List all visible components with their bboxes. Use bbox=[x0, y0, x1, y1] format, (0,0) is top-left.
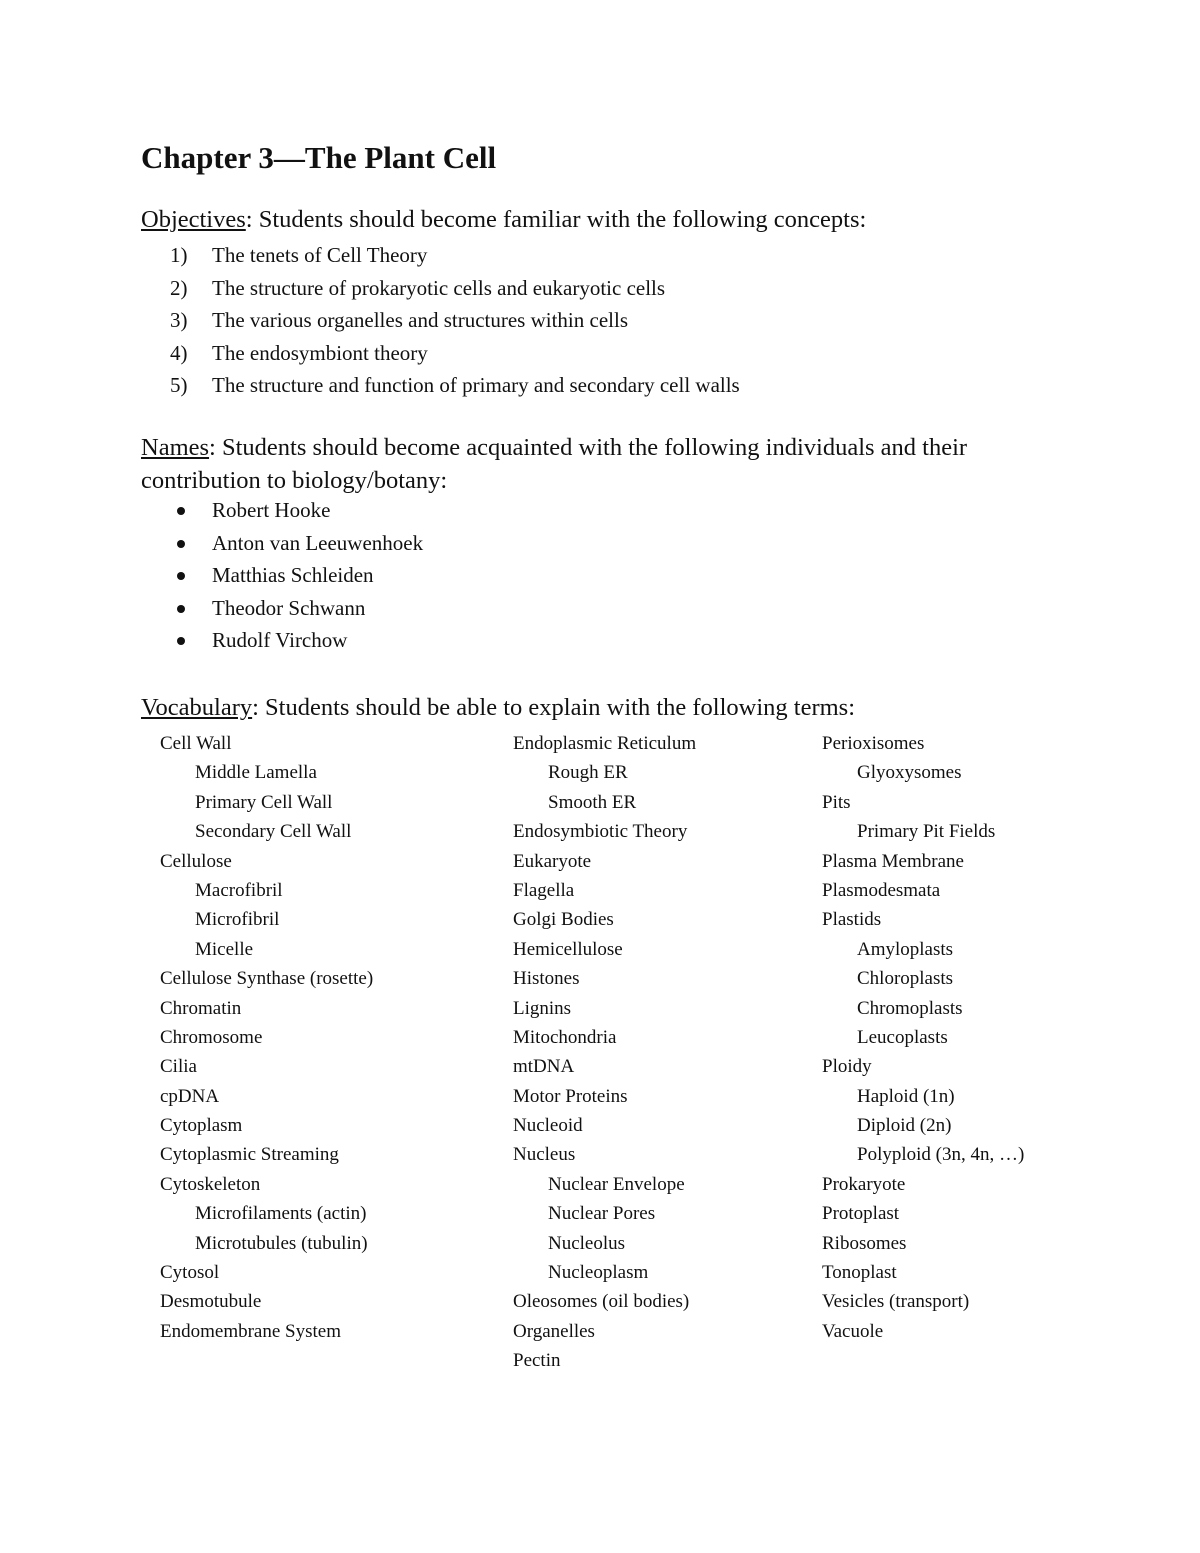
vocabulary-subterm: Amyloplasts bbox=[857, 938, 954, 960]
objective-text: The tenets of Cell Theory bbox=[212, 243, 428, 267]
vocabulary-term: Chromatin bbox=[160, 997, 242, 1019]
vocabulary-term: Tonoplast bbox=[822, 1262, 897, 1284]
vocabulary-term: Nucleus bbox=[513, 1144, 576, 1166]
vocabulary-term: Ploidy bbox=[822, 1056, 872, 1078]
vocabulary-subterm: Nuclear Pores bbox=[548, 1203, 656, 1225]
vocabulary-subterm: Nucleoplasm bbox=[548, 1262, 649, 1284]
vocabulary-subterm: Micelle bbox=[195, 938, 254, 960]
names-list bbox=[170, 494, 423, 657]
vocabulary-term: Vesicles (transport) bbox=[822, 1291, 970, 1313]
vocabulary-subterm: Haploid (1n) bbox=[857, 1085, 955, 1107]
objective-number: 2) bbox=[170, 275, 188, 300]
objective-text: The endosymbiont theory bbox=[212, 340, 428, 365]
name-text: Theodor Schwann bbox=[212, 595, 366, 620]
objective-text: The structure of prokaryotic cells and eukaryotic cells bbox=[212, 275, 666, 300]
name-item bbox=[170, 624, 423, 657]
vocabulary-term: Cytoplasmic Streaming bbox=[160, 1144, 339, 1166]
vocabulary-subterm: Leucoplasts bbox=[857, 1026, 948, 1048]
vocabulary-term: Hemicellulose bbox=[513, 938, 623, 960]
objective-text: The structure and function of primary and secondary cell walls bbox=[212, 373, 740, 397]
vocabulary-column-3 bbox=[822, 729, 1024, 1346]
vocabulary-subterm: Microfibril bbox=[195, 909, 280, 931]
bullet-icon bbox=[170, 624, 212, 657]
vocabulary-term: mtDNA bbox=[513, 1056, 575, 1078]
vocabulary-term: Golgi Bodies bbox=[513, 909, 614, 931]
objective-item bbox=[170, 337, 740, 370]
vocabulary-term: Histones bbox=[513, 968, 580, 990]
vocabulary-subterm: Middle Lamella bbox=[195, 762, 317, 784]
objective-item bbox=[170, 239, 740, 272]
vocabulary-term: Plasma Membrane bbox=[822, 850, 964, 872]
vocabulary-subterm: Glyoxysomes bbox=[857, 762, 962, 784]
page-title: Chapter 3—The Plant Cell bbox=[141, 140, 497, 175]
vocabulary-term: Cell Wall bbox=[160, 733, 232, 754]
vocabulary-term: Protoplast bbox=[822, 1203, 900, 1225]
vocabulary-column-1 bbox=[160, 729, 373, 1346]
vocabulary-term: Motor Proteins bbox=[513, 1085, 628, 1107]
name-item bbox=[170, 559, 423, 592]
vocabulary-term: Endosymbiotic Theory bbox=[513, 821, 688, 843]
vocabulary-term: Vacuole bbox=[822, 1320, 884, 1342]
vocabulary-intro: : Students should be able to explain with the following terms: bbox=[252, 694, 856, 721]
vocabulary-subterm: Diploid (2n) bbox=[857, 1115, 952, 1137]
vocabulary-term: Oleosomes (oil bodies) bbox=[513, 1291, 690, 1313]
vocabulary-subterm: Polyploid (3n, 4n, …) bbox=[857, 1144, 1025, 1166]
objective-text: The various organelles and structures within cells bbox=[212, 308, 629, 332]
objective-item bbox=[170, 369, 740, 402]
objectives-heading bbox=[141, 203, 1041, 236]
vocabulary-subterm: Microfilaments (actin) bbox=[195, 1203, 367, 1225]
vocabulary-term: cpDNA bbox=[160, 1085, 220, 1107]
vocabulary-term: Organelles bbox=[513, 1320, 595, 1342]
vocabulary-term: Mitochondria bbox=[513, 1026, 617, 1048]
vocabulary-heading bbox=[141, 691, 1041, 724]
vocabulary-term: Endomembrane System bbox=[160, 1320, 341, 1342]
vocabulary-subterm: Nuclear Envelope bbox=[548, 1173, 685, 1195]
vocabulary-term: Pits bbox=[822, 791, 851, 813]
objectives-list bbox=[170, 239, 740, 402]
vocabulary-subterm: Nucleolus bbox=[548, 1232, 626, 1254]
vocabulary-subterm: Macrofibril bbox=[195, 879, 283, 901]
bullet-icon bbox=[170, 527, 212, 560]
vocabulary-term: Flagella bbox=[513, 879, 575, 901]
objective-item bbox=[170, 272, 740, 305]
name-item bbox=[170, 527, 423, 560]
name-text: Matthias Schleiden bbox=[212, 563, 374, 587]
vocabulary-subterm: Rough ER bbox=[548, 762, 628, 784]
vocabulary-term: Nucleoid bbox=[513, 1115, 583, 1137]
vocabulary-term: Cytoskeleton bbox=[160, 1173, 261, 1195]
vocabulary-term: Ribosomes bbox=[822, 1232, 907, 1254]
vocabulary-term: Perioxisomes bbox=[822, 733, 925, 754]
vocabulary-subterm: Secondary Cell Wall bbox=[195, 821, 352, 843]
names-label: Names bbox=[141, 434, 210, 461]
vocabulary-term: Lignins bbox=[513, 997, 572, 1019]
vocabulary-subterm: Chromoplasts bbox=[857, 997, 963, 1019]
bullet-icon bbox=[170, 494, 212, 527]
objective-number: 5) bbox=[170, 373, 188, 397]
objectives-intro: : Students should become familiar with the following concepts: bbox=[245, 206, 867, 233]
vocabulary-term: Desmotubule bbox=[160, 1291, 262, 1313]
vocabulary-subterm: Chloroplasts bbox=[857, 968, 954, 990]
vocabulary-term: Endoplasmic Reticulum bbox=[513, 733, 697, 754]
bullet-icon bbox=[170, 559, 212, 592]
name-text: Robert Hooke bbox=[212, 498, 331, 522]
vocabulary-subterm: Primary Cell Wall bbox=[195, 791, 333, 813]
vocabulary-term: Pectin bbox=[513, 1350, 561, 1372]
vocabulary-subterm: Microtubules (tubulin) bbox=[195, 1232, 368, 1254]
objective-item bbox=[170, 304, 740, 337]
names-heading bbox=[141, 431, 1041, 497]
vocabulary-term: Cellulose bbox=[160, 850, 232, 872]
bullet-icon bbox=[170, 592, 212, 625]
vocabulary-term: Chromosome bbox=[160, 1026, 263, 1048]
vocabulary-term: Plastids bbox=[822, 909, 882, 931]
vocabulary-column-2 bbox=[513, 729, 696, 1376]
vocabulary-term: Cilia bbox=[160, 1056, 197, 1078]
name-text: Anton van Leeuwenhoek bbox=[212, 530, 424, 555]
names-intro: : Students should become acquainted with the following individuals and their contribution to biology/botany: bbox=[141, 434, 968, 494]
name-item bbox=[170, 592, 423, 625]
vocabulary-term: Plasmodesmata bbox=[822, 879, 941, 901]
name-text: Rudolf Virchow bbox=[212, 628, 348, 652]
objective-number: 4) bbox=[170, 340, 188, 365]
vocabulary-term: Prokaryote bbox=[822, 1173, 906, 1195]
vocabulary-term: Cellulose Synthase (rosette) bbox=[160, 968, 374, 990]
name-item bbox=[170, 494, 423, 527]
vocabulary-term: Cytosol bbox=[160, 1262, 220, 1284]
vocabulary-subterm: Primary Pit Fields bbox=[857, 821, 996, 843]
vocabulary-term: Eukaryote bbox=[513, 850, 592, 872]
vocabulary-subterm: Smooth ER bbox=[548, 791, 637, 813]
vocabulary-term: Cytoplasm bbox=[160, 1115, 243, 1137]
objective-number: 3) bbox=[170, 308, 188, 332]
objective-number: 1) bbox=[170, 243, 188, 267]
objectives-label: Objectives bbox=[141, 206, 246, 233]
vocabulary-label: Vocabulary bbox=[141, 694, 253, 721]
